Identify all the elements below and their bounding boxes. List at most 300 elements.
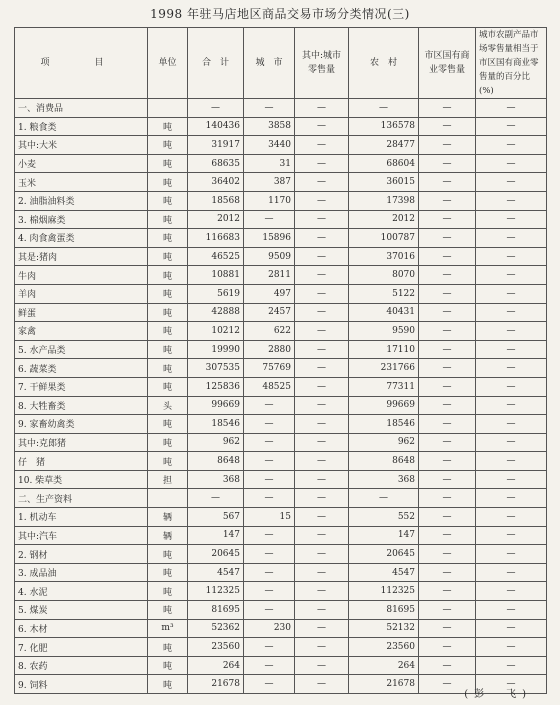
- cell-city: 48525: [244, 377, 295, 396]
- cell-percent: —: [476, 117, 547, 136]
- cell-state-retail: —: [419, 470, 476, 489]
- cell-item: 5. 水产品类: [15, 340, 148, 359]
- cell-city: —: [244, 470, 295, 489]
- cell-rural: 36015: [349, 173, 419, 192]
- cell-percent: —: [476, 247, 547, 266]
- cell-item: 牛肉: [15, 266, 148, 285]
- table-row: [15, 452, 547, 471]
- cell-rural: 231766: [349, 359, 419, 378]
- header-rural: 农 村: [349, 28, 419, 99]
- cell-percent: —: [476, 154, 547, 173]
- cell-state-retail: —: [419, 99, 476, 118]
- cell-state-retail: —: [419, 563, 476, 582]
- cell-percent: —: [476, 675, 547, 694]
- cell-city: —: [244, 396, 295, 415]
- table-row: [15, 117, 547, 136]
- cell-city-retail: —: [295, 415, 349, 434]
- cell-item: 一、消费品: [15, 99, 148, 118]
- cell-city: 2457: [244, 303, 295, 322]
- cell-unit: 吨: [148, 322, 188, 341]
- cell-unit: [148, 99, 188, 118]
- cell-rural: 68604: [349, 154, 419, 173]
- cell-unit: 吨: [148, 284, 188, 303]
- table-header-row: [15, 28, 547, 99]
- cell-state-retail: —: [419, 433, 476, 452]
- cell-item: 5. 煤炭: [15, 601, 148, 620]
- cell-city: —: [244, 452, 295, 471]
- cell-item: 1. 机动车: [15, 508, 148, 527]
- cell-unit: 吨: [148, 601, 188, 620]
- cell-rural: 368: [349, 470, 419, 489]
- cell-city: 2811: [244, 266, 295, 285]
- cell-city: 3440: [244, 136, 295, 155]
- cell-city: —: [244, 99, 295, 118]
- cell-total: —: [188, 489, 244, 508]
- cell-unit: 吨: [148, 563, 188, 582]
- cell-percent: —: [476, 489, 547, 508]
- cell-percent: —: [476, 340, 547, 359]
- cell-city: 2880: [244, 340, 295, 359]
- header-city: 城 市: [244, 28, 295, 99]
- cell-item: 2. 油脂油料类: [15, 191, 148, 210]
- cell-state-retail: —: [419, 322, 476, 341]
- cell-percent: —: [476, 136, 547, 155]
- cell-state-retail: —: [419, 191, 476, 210]
- cell-rural: 2012: [349, 210, 419, 229]
- table-row: [15, 601, 547, 620]
- cell-city-retail: —: [295, 601, 349, 620]
- cell-city-retail: —: [295, 359, 349, 378]
- cell-percent: —: [476, 284, 547, 303]
- cell-total: 264: [188, 656, 244, 675]
- cell-city-retail: —: [295, 545, 349, 564]
- cell-percent: —: [476, 470, 547, 489]
- cell-item: 10. 柴草类: [15, 470, 148, 489]
- cell-rural: 17398: [349, 191, 419, 210]
- cell-total: 147: [188, 526, 244, 545]
- cell-city-retail: —: [295, 656, 349, 675]
- cell-state-retail: —: [419, 359, 476, 378]
- cell-state-retail: —: [419, 173, 476, 192]
- cell-state-retail: —: [419, 526, 476, 545]
- cell-state-retail: —: [419, 136, 476, 155]
- cell-city: 230: [244, 619, 295, 638]
- cell-unit: 吨: [148, 545, 188, 564]
- cell-rural: 37016: [349, 247, 419, 266]
- page-title: 1998 年驻马店地区商品交易市场分类情况(三): [150, 7, 410, 21]
- cell-city-retail: —: [295, 470, 349, 489]
- cell-total: 18546: [188, 415, 244, 434]
- cell-item: 其中:汽车: [15, 526, 148, 545]
- cell-percent: —: [476, 99, 547, 118]
- cell-city-retail: —: [295, 508, 349, 527]
- cell-unit: 吨: [148, 266, 188, 285]
- cell-percent: —: [476, 359, 547, 378]
- table-row: [15, 322, 547, 341]
- cell-total: 68635: [188, 154, 244, 173]
- cell-total: 10881: [188, 266, 244, 285]
- header-total: 合 计: [188, 28, 244, 99]
- table-row: [15, 638, 547, 657]
- cell-total: 23560: [188, 638, 244, 657]
- cell-total: 112325: [188, 582, 244, 601]
- cell-unit: 吨: [148, 173, 188, 192]
- cell-unit: 吨: [148, 675, 188, 694]
- cell-unit: 头: [148, 396, 188, 415]
- header-item: 项 目: [15, 28, 148, 99]
- cell-state-retail: —: [419, 340, 476, 359]
- cell-rural: 5122: [349, 284, 419, 303]
- cell-city-retail: —: [295, 173, 349, 192]
- table-row: [15, 229, 547, 248]
- cell-city: 15: [244, 508, 295, 527]
- cell-rural: 8070: [349, 266, 419, 285]
- cell-unit: 吨: [148, 415, 188, 434]
- cell-item: 仔 猪: [15, 452, 148, 471]
- cell-item: 4. 肉食禽蛋类: [15, 229, 148, 248]
- cell-percent: —: [476, 508, 547, 527]
- cell-state-retail: —: [419, 377, 476, 396]
- cell-unit: 吨: [148, 638, 188, 657]
- cell-total: 4547: [188, 563, 244, 582]
- cell-item: 9. 饲料: [15, 675, 148, 694]
- cell-rural: 99669: [349, 396, 419, 415]
- cell-city-retail: —: [295, 247, 349, 266]
- table-row: [15, 136, 547, 155]
- cell-city-retail: —: [295, 284, 349, 303]
- cell-total: 36402: [188, 173, 244, 192]
- cell-item: 2. 钢材: [15, 545, 148, 564]
- cell-percent: —: [476, 303, 547, 322]
- cell-total: 20645: [188, 545, 244, 564]
- table-row: [15, 284, 547, 303]
- cell-rural: 9590: [349, 322, 419, 341]
- table-row: [15, 99, 547, 118]
- cell-city: 31: [244, 154, 295, 173]
- cell-city-retail: —: [295, 563, 349, 582]
- cell-percent: —: [476, 452, 547, 471]
- cell-rural: —: [349, 489, 419, 508]
- table-row: [15, 545, 547, 564]
- cell-unit: m³: [148, 619, 188, 638]
- cell-total: 5619: [188, 284, 244, 303]
- cell-total: 18568: [188, 191, 244, 210]
- cell-state-retail: —: [419, 247, 476, 266]
- cell-percent: —: [476, 266, 547, 285]
- cell-rural: 18546: [349, 415, 419, 434]
- cell-percent: —: [476, 377, 547, 396]
- cell-state-retail: —: [419, 117, 476, 136]
- table-body: [15, 99, 547, 694]
- cell-state-retail: —: [419, 508, 476, 527]
- cell-rural: 8648: [349, 452, 419, 471]
- cell-total: 368: [188, 470, 244, 489]
- cell-city-retail: —: [295, 489, 349, 508]
- cell-city-retail: —: [295, 266, 349, 285]
- cell-item: 9. 家畜幼禽类: [15, 415, 148, 434]
- cell-percent: —: [476, 638, 547, 657]
- header-city-retail: 其中:城市零售量: [295, 28, 349, 99]
- cell-city: —: [244, 638, 295, 657]
- cell-total: 307535: [188, 359, 244, 378]
- cell-total: 52362: [188, 619, 244, 638]
- table-row: [15, 508, 547, 527]
- cell-city: —: [244, 545, 295, 564]
- cell-percent: —: [476, 322, 547, 341]
- cell-percent: —: [476, 229, 547, 248]
- table-row: [15, 191, 547, 210]
- cell-total: 140436: [188, 117, 244, 136]
- cell-unit: 吨: [148, 210, 188, 229]
- cell-city: 15896: [244, 229, 295, 248]
- cell-unit: 吨: [148, 359, 188, 378]
- cell-rural: 40431: [349, 303, 419, 322]
- cell-total: 42888: [188, 303, 244, 322]
- table-row: [15, 433, 547, 452]
- cell-state-retail: —: [419, 303, 476, 322]
- cell-city-retail: —: [295, 210, 349, 229]
- cell-unit: 吨: [148, 247, 188, 266]
- cell-rural: 100787: [349, 229, 419, 248]
- cell-unit: 吨: [148, 582, 188, 601]
- cell-city: 387: [244, 173, 295, 192]
- cell-state-retail: —: [419, 656, 476, 675]
- cell-city: —: [244, 415, 295, 434]
- cell-item: 6. 木材: [15, 619, 148, 638]
- cell-city-retail: —: [295, 340, 349, 359]
- cell-rural: 136578: [349, 117, 419, 136]
- cell-state-retail: —: [419, 210, 476, 229]
- table-row: [15, 582, 547, 601]
- cell-rural: 81695: [349, 601, 419, 620]
- cell-city-retail: —: [295, 154, 349, 173]
- cell-city-retail: —: [295, 191, 349, 210]
- cell-city: 75769: [244, 359, 295, 378]
- cell-state-retail: —: [419, 545, 476, 564]
- cell-state-retail: —: [419, 154, 476, 173]
- cell-city-retail: —: [295, 117, 349, 136]
- cell-unit: 吨: [148, 377, 188, 396]
- cell-rural: 28477: [349, 136, 419, 155]
- cell-total: 125836: [188, 377, 244, 396]
- cell-percent: —: [476, 656, 547, 675]
- cell-city: —: [244, 210, 295, 229]
- cell-city-retail: —: [295, 377, 349, 396]
- cell-item: 其是:猪肉: [15, 247, 148, 266]
- table-row: [15, 210, 547, 229]
- cell-city-retail: —: [295, 638, 349, 657]
- cell-percent: —: [476, 210, 547, 229]
- cell-rural: 77311: [349, 377, 419, 396]
- cell-unit: 担: [148, 470, 188, 489]
- cell-state-retail: —: [419, 601, 476, 620]
- cell-unit: 吨: [148, 117, 188, 136]
- table-row: [15, 526, 547, 545]
- header-unit: 单位: [148, 28, 188, 99]
- cell-rural: 147: [349, 526, 419, 545]
- cell-state-retail: —: [419, 452, 476, 471]
- cell-rural: 52132: [349, 619, 419, 638]
- cell-city: —: [244, 563, 295, 582]
- cell-city-retail: —: [295, 322, 349, 341]
- cell-item: 7. 化肥: [15, 638, 148, 657]
- cell-percent: —: [476, 173, 547, 192]
- table-row: [15, 470, 547, 489]
- cell-state-retail: —: [419, 489, 476, 508]
- cell-city-retail: —: [295, 619, 349, 638]
- cell-rural: 17110: [349, 340, 419, 359]
- cell-unit: 吨: [148, 154, 188, 173]
- cell-item: 鲜蛋: [15, 303, 148, 322]
- cell-percent: —: [476, 563, 547, 582]
- cell-unit: 吨: [148, 303, 188, 322]
- table-row: [15, 619, 547, 638]
- table-row: [15, 415, 547, 434]
- cell-item: 8. 大牲畜类: [15, 396, 148, 415]
- cell-unit: 吨: [148, 433, 188, 452]
- cell-percent: —: [476, 545, 547, 564]
- table-row: [15, 173, 547, 192]
- cell-total: —: [188, 99, 244, 118]
- cell-rural: 23560: [349, 638, 419, 657]
- cell-percent: —: [476, 619, 547, 638]
- cell-unit: 吨: [148, 229, 188, 248]
- cell-city: 1170: [244, 191, 295, 210]
- cell-total: 10212: [188, 322, 244, 341]
- cell-rural: 962: [349, 433, 419, 452]
- cell-percent: —: [476, 526, 547, 545]
- cell-city: —: [244, 601, 295, 620]
- table-row: [15, 396, 547, 415]
- cell-total: 46525: [188, 247, 244, 266]
- cell-item: 6. 蔬菜类: [15, 359, 148, 378]
- cell-rural: 112325: [349, 582, 419, 601]
- cell-total: 99669: [188, 396, 244, 415]
- cell-item: 4. 水泥: [15, 582, 148, 601]
- cell-city-retail: —: [295, 303, 349, 322]
- cell-item: 玉米: [15, 173, 148, 192]
- cell-rural: 4547: [349, 563, 419, 582]
- cell-city-retail: —: [295, 452, 349, 471]
- table-row: [15, 154, 547, 173]
- cell-rural: 21678: [349, 675, 419, 694]
- cell-city-retail: —: [295, 526, 349, 545]
- author-credit: (彭 飞): [464, 689, 532, 700]
- cell-city: —: [244, 656, 295, 675]
- cell-total: 8648: [188, 452, 244, 471]
- cell-rural: 552: [349, 508, 419, 527]
- cell-total: 19990: [188, 340, 244, 359]
- cell-rural: 20645: [349, 545, 419, 564]
- cell-city: —: [244, 526, 295, 545]
- cell-city: 3858: [244, 117, 295, 136]
- cell-total: 567: [188, 508, 244, 527]
- cell-state-retail: —: [419, 582, 476, 601]
- cell-percent: —: [476, 433, 547, 452]
- cell-unit: 辆: [148, 526, 188, 545]
- cell-item: 3. 成品油: [15, 563, 148, 582]
- cell-state-retail: —: [419, 266, 476, 285]
- table-row: [15, 247, 547, 266]
- cell-unit: 吨: [148, 191, 188, 210]
- table-row: [15, 489, 547, 508]
- cell-city: 9509: [244, 247, 295, 266]
- cell-rural: 264: [349, 656, 419, 675]
- cell-total: 2012: [188, 210, 244, 229]
- cell-state-retail: —: [419, 284, 476, 303]
- cell-item: 7. 干鲜果类: [15, 377, 148, 396]
- cell-total: 31917: [188, 136, 244, 155]
- cell-city-retail: —: [295, 229, 349, 248]
- cell-item: 3. 棉烟麻类: [15, 210, 148, 229]
- cell-unit: 吨: [148, 656, 188, 675]
- cell-city-retail: —: [295, 99, 349, 118]
- cell-city: —: [244, 675, 295, 694]
- cell-percent: —: [476, 582, 547, 601]
- cell-state-retail: —: [419, 229, 476, 248]
- cell-state-retail: —: [419, 619, 476, 638]
- cell-percent: —: [476, 191, 547, 210]
- table-row: [15, 359, 547, 378]
- cell-city-retail: —: [295, 675, 349, 694]
- table-row: [15, 377, 547, 396]
- cell-city: 622: [244, 322, 295, 341]
- cell-state-retail: —: [419, 675, 476, 694]
- header-percent: 城市农副产品市场零售量相当于市区国有商业零售量的百分比(%): [476, 28, 547, 99]
- cell-item: 8. 农药: [15, 656, 148, 675]
- table-row: [15, 340, 547, 359]
- cell-total: 21678: [188, 675, 244, 694]
- cell-item: 1. 粮食类: [15, 117, 148, 136]
- market-table: [14, 27, 547, 694]
- cell-unit: 辆: [148, 508, 188, 527]
- cell-unit: [148, 489, 188, 508]
- cell-percent: —: [476, 396, 547, 415]
- cell-state-retail: —: [419, 415, 476, 434]
- cell-state-retail: —: [419, 638, 476, 657]
- table-row: [15, 303, 547, 322]
- cell-city: —: [244, 582, 295, 601]
- header-state-retail: 市区国有商业零售量: [419, 28, 476, 99]
- cell-item: 其中:克郎猪: [15, 433, 148, 452]
- cell-item: 家禽: [15, 322, 148, 341]
- cell-state-retail: —: [419, 396, 476, 415]
- cell-total: 116683: [188, 229, 244, 248]
- cell-city-retail: —: [295, 582, 349, 601]
- cell-unit: 吨: [148, 340, 188, 359]
- cell-city: 497: [244, 284, 295, 303]
- cell-percent: —: [476, 601, 547, 620]
- cell-total: 962: [188, 433, 244, 452]
- cell-item: 其中:大米: [15, 136, 148, 155]
- table-row: [15, 656, 547, 675]
- table-row: [15, 563, 547, 582]
- cell-city-retail: —: [295, 396, 349, 415]
- cell-rural: —: [349, 99, 419, 118]
- cell-city: —: [244, 489, 295, 508]
- cell-item: 二、生产资料: [15, 489, 148, 508]
- cell-percent: —: [476, 415, 547, 434]
- cell-city: —: [244, 433, 295, 452]
- cell-item: 羊肉: [15, 284, 148, 303]
- table-row: [15, 266, 547, 285]
- cell-total: 81695: [188, 601, 244, 620]
- cell-unit: 吨: [148, 136, 188, 155]
- cell-item: 小麦: [15, 154, 148, 173]
- cell-city-retail: —: [295, 136, 349, 155]
- cell-unit: 吨: [148, 452, 188, 471]
- cell-city-retail: —: [295, 433, 349, 452]
